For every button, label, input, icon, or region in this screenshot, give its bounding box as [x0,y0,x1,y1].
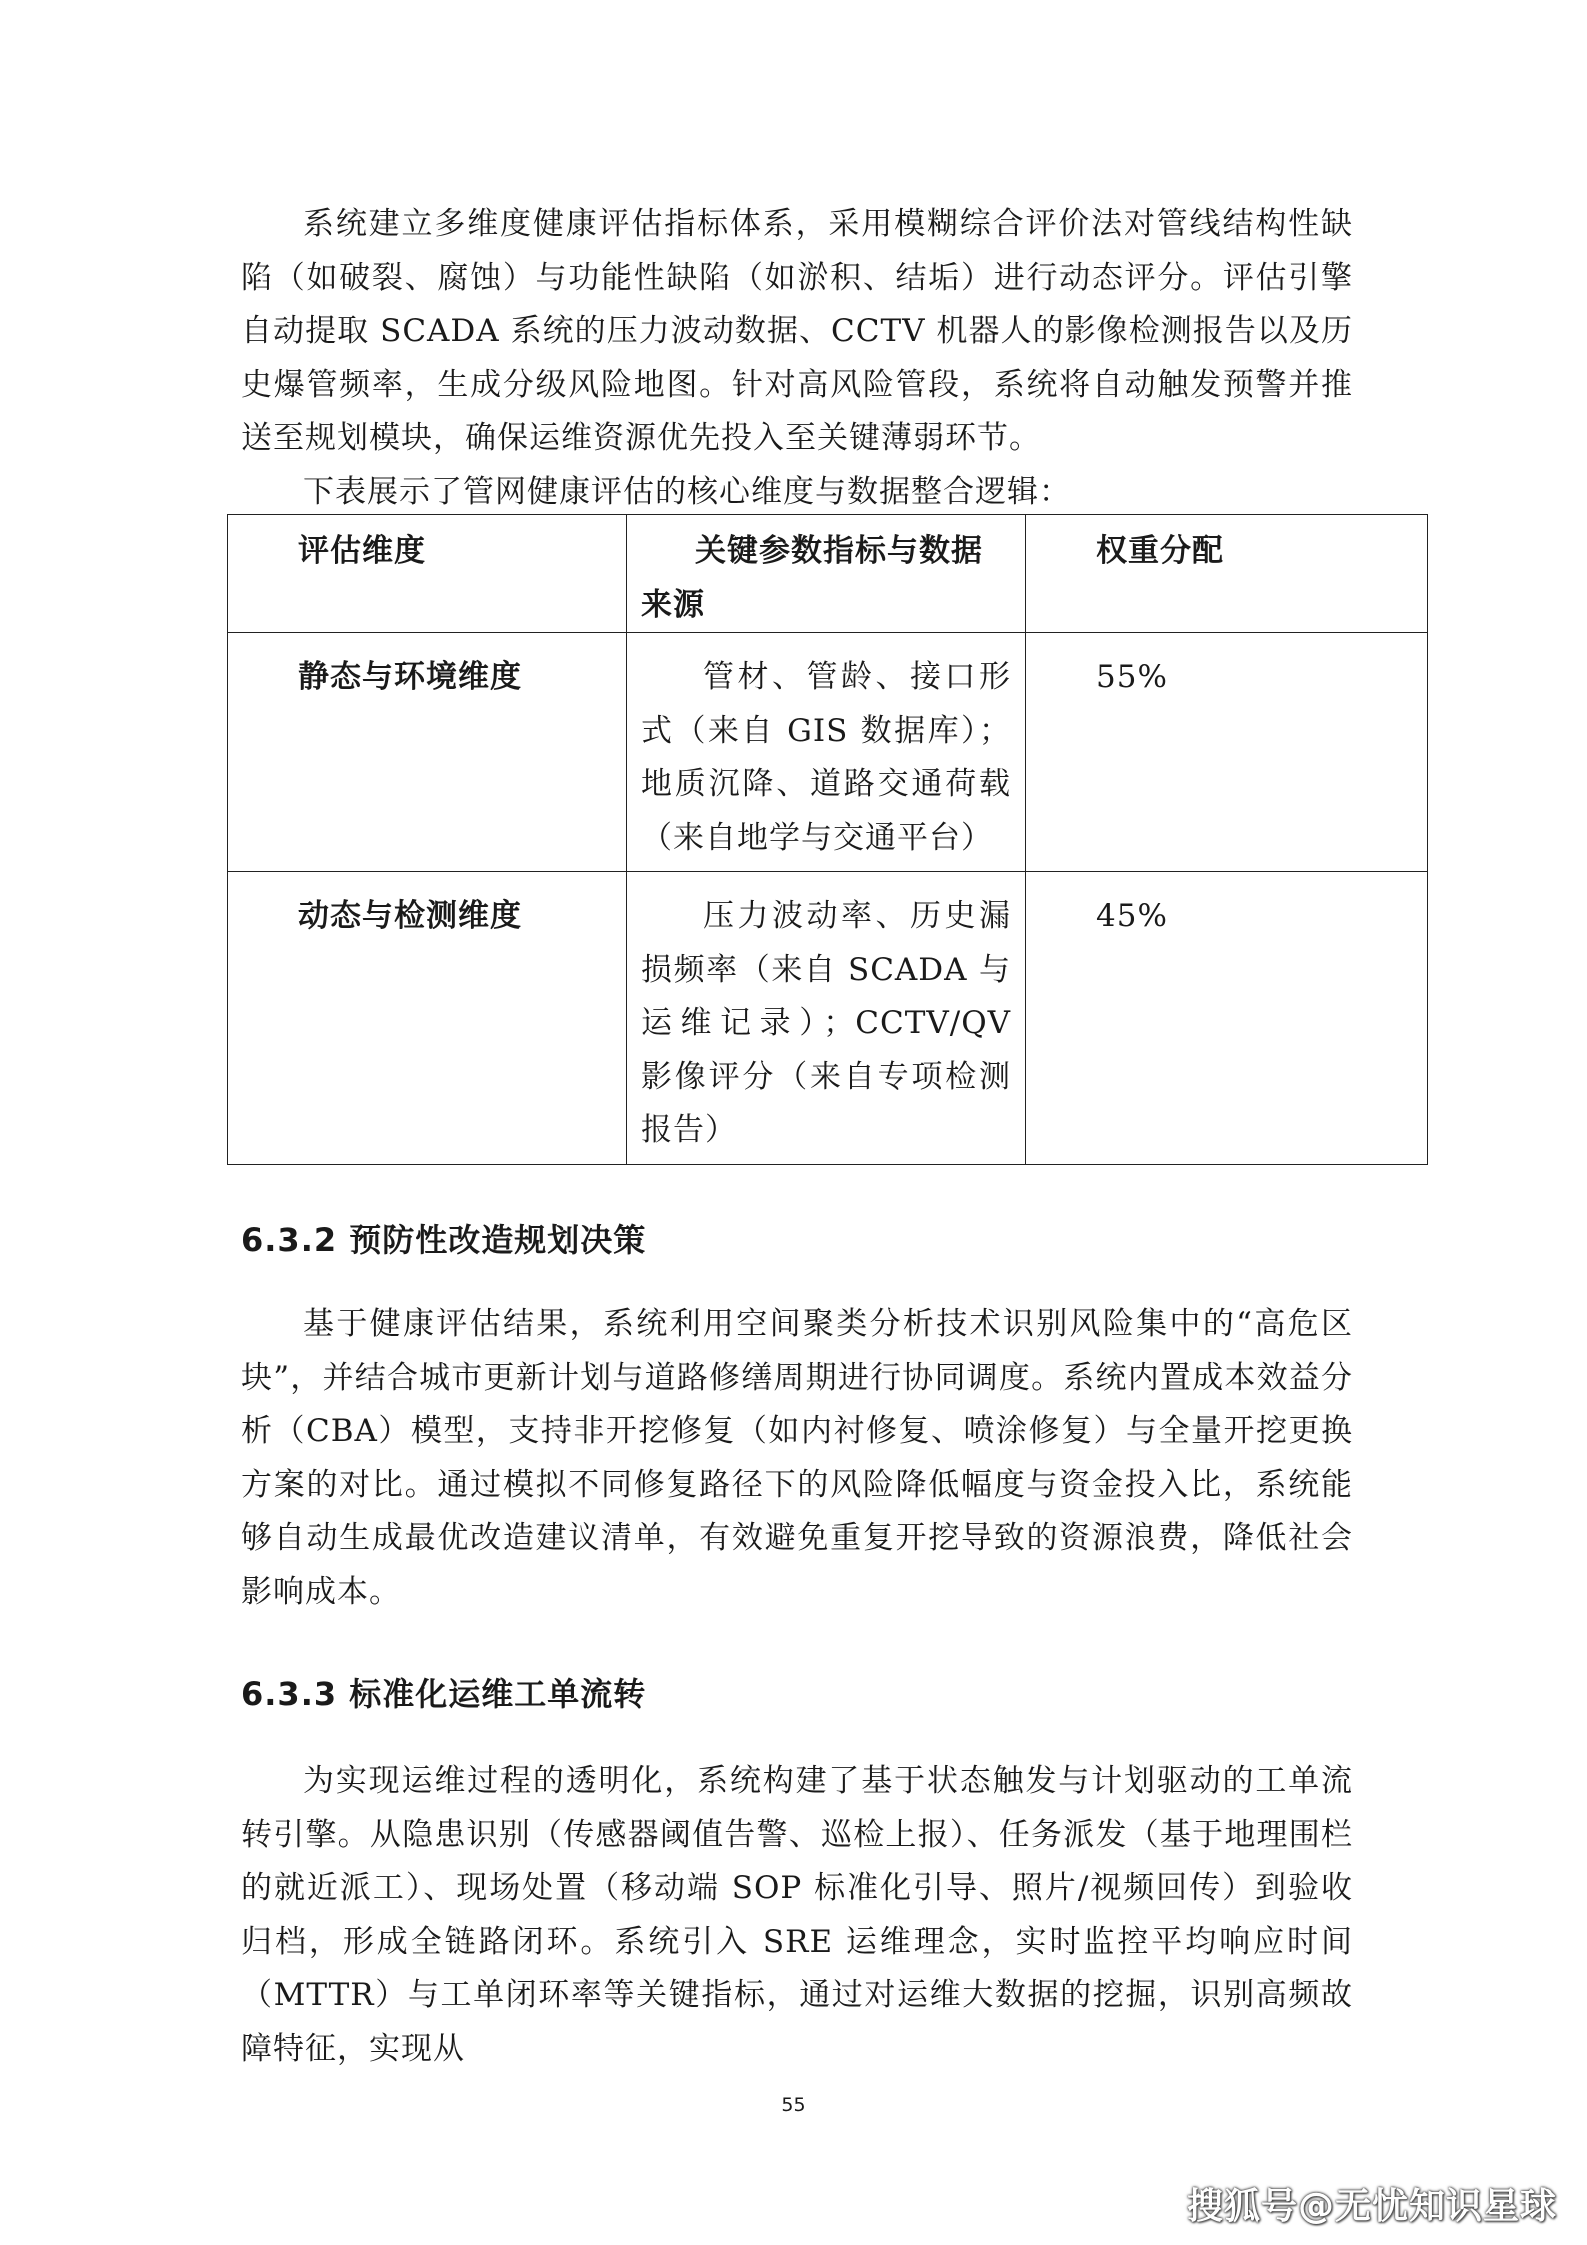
table-header-row [228,515,1428,633]
row-dimension: 静态与环境维度 [298,659,522,695]
row-dimension: 动态与检测维度 [298,898,522,934]
table-cell [627,633,1026,872]
section-heading-632: 6.3.2 预防性改造规划决策 [241,1221,647,1259]
table-cell [228,872,627,1165]
header-params: 关键参数指标与数据来源 [641,533,983,623]
table-row [228,633,1428,872]
page-number: 55 [781,2094,806,2116]
header-weight: 权重分配 [1096,533,1224,569]
header-cell [228,515,627,633]
header-cell [627,515,1026,633]
assessment-table [227,514,1428,1165]
section-heading-633: 6.3.3 标准化运维工单流转 [241,1675,647,1713]
row-params: 管材、管龄、接口形式（来自 GIS 数据库）；地质沉降、道路交通荷载（来自地学与交通平台） [641,659,1011,856]
table-cell [627,872,1026,1165]
header-cell [1026,515,1428,633]
table-cell [1026,633,1428,872]
section-633-paragraph: 为实现运维过程的透明化，系统构建了基于状态触发与计划驱动的工单流转引擎。从隐患识别（传感器阈值告警、巡检上报）、任务派发（基于地理围栏的就近派工）、现场处置（移动端 SOP 标准化引导、照片/视频回传）到验收归档，形成全链路闭环。系统引入 SRE 运维理念，实时监控平均响应时间（MTTR）与工单闭环率等关键指标，通过对运维大数据的挖掘，识别高频故障特征，实现从 [241,1763,1353,2067]
table-cell [1026,872,1428,1165]
row-params: 压力波动率、历史漏损频率（来自 SCADA 与运维记录）；CCTV/QV 影像评分（来自专项检测报告） [641,898,1011,1148]
table-cell [228,633,627,872]
table-row [228,872,1428,1165]
row-weight: 45% [1096,898,1168,934]
section-632-paragraph: 基于健康评估结果，系统利用空间聚类分析技术识别风险集中的“高危区块”，并结合城市更新计划与道路修缮周期进行协同调度。系统内置成本效益分析（CBA）模型，支持非开挖修复（如内衬修复、喷涂修复）与全量开挖更换方案的对比。通过模拟不同修复路径下的风险降低幅度与资金投入比，系统能够自动生成最优改造建议清单，有效避免重复开挖导致的资源浪费，降低社会影响成本。 [241,1306,1353,1610]
intro-paragraph: 系统建立多维度健康评估指标体系，采用模糊综合评价法对管线结构性缺陷（如破裂、腐蚀）与功能性缺陷（如淤积、结垢）进行动态评分。评估引擎自动提取 SCADA 系统的压力波动数据、CCTV 机器人的影像检测报告以及历史爆管频率，生成分级风险地图。针对高风险管段，系统将自动触发预警并推送至规划模块，确保运维资源优先投入至关键薄弱环节。 [241,206,1353,456]
watermark: 搜狐号@无忧知识星球 [1186,2186,1557,2227]
table-caption: 下表展示了管网健康评估的核心维度与数据整合逻辑： [303,474,1071,510]
row-weight: 55% [1096,659,1168,695]
header-dimension: 评估维度 [298,533,426,569]
